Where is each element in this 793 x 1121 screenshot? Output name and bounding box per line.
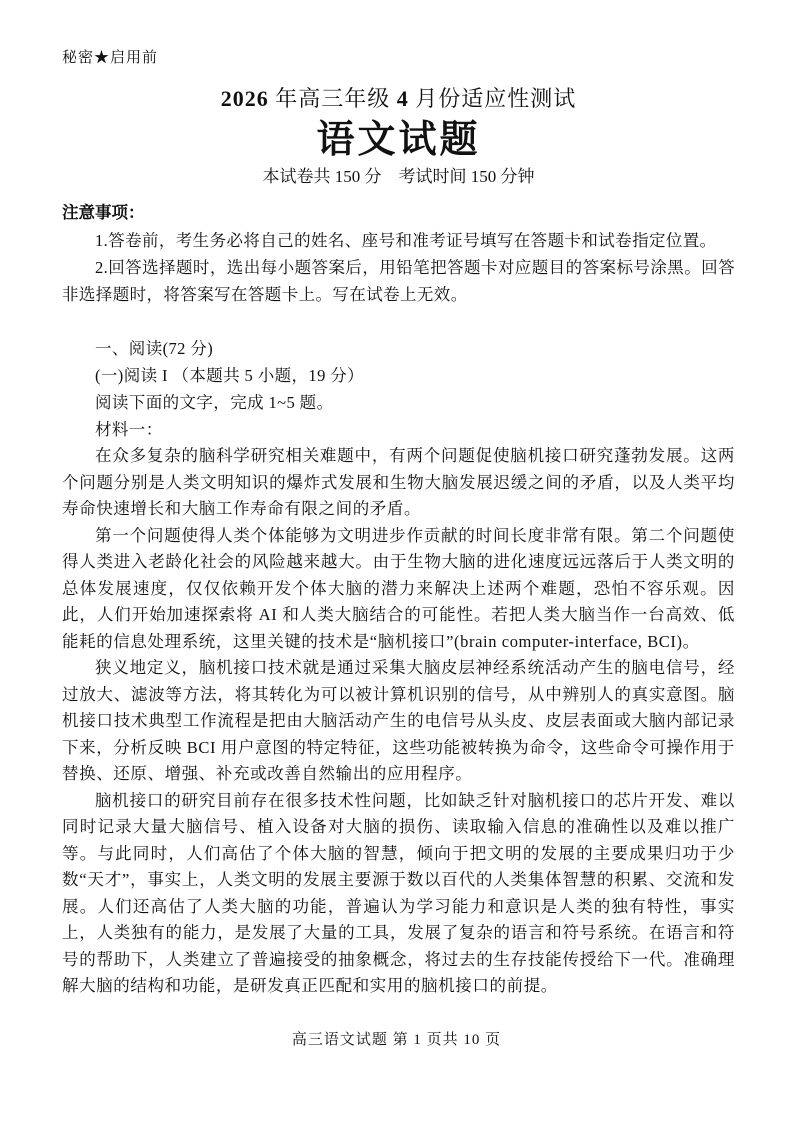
classification-label: 秘密★启用前 <box>62 50 159 66</box>
exam-title-mid: 年高三年级 <box>268 86 397 111</box>
exam-title <box>62 84 735 114</box>
material-paragraph-1: 在众多复杂的脑科学研究相关难题中，有两个问题促使脑机接口研究蓬勃发展。这两个问题分别是人类文明知识的爆炸式发展和生物大脑发展迟缓之间的矛盾，以及人类平均寿命快速增长和大脑工作寿命有限之间的矛盾。 <box>62 446 735 518</box>
material-one-label: 材料一： <box>95 420 163 439</box>
exam-meta: 本试卷共 150 分 考试时间 150 分钟 <box>262 167 535 186</box>
reading-section <box>62 335 735 443</box>
material-paragraph-3: 狭义地定义，脑机接口技术就是通过采集大脑皮层神经系统活动产生的脑电信号，经过放大、滤波等方法，将其转化为可以被计算机识别的信号，从中辨别人的真实意图。脑机接口技术典型工作流程是把由大脑活动产生的电信号从头皮、皮层表面或大脑内部记录下来，分析反映 BCI 用户意图的特定特征，这些功能被转换为命令，这些命令可操作用于替换、还原、增强、补充或改善自然输出的应用程序。 <box>62 658 735 783</box>
section-heading-part-one: 一、阅读(72 分) <box>95 339 214 358</box>
material-paragraph-2: 第一个问题使得人类个体能够为文明进步作贡献的时间长度非常有限。第二个问题使得人类进入老龄化社会的风险越来越大。由于生物大脑的进化速度远远落后于人类文明的总体发展速度，仅仅依赖开发个体大脑的潜力来解决上述两个难题，恐怕不容乐观。因此，人们开始加速探索将 AI 和人类大脑结合的可能性。若把人类大脑当作一台高效、低能耗的信息处理系统，这里关键的技术是“脑机接口”(brain computer-interface, BCI)。 <box>62 525 735 651</box>
material-one-text <box>62 443 735 1000</box>
exam-title-year: 2026 <box>220 86 269 111</box>
section-heading-reading-one: (一)阅读 I （本题共 5 小题，19 分） <box>95 366 365 385</box>
material-paragraph-4: 脑机接口的研究目前存在很多技术性问题，比如缺乏针对脑机接口的芯片开发、难以同时记录大量大脑信号、植入设备对大脑的损伤、读取输入信息的准确性以及难以推广等。与此同时，人们高估了个体大脑的智慧，倾向于把文明的发展的主要成果归功于少数“天才”，事实上，人类文明的发展主要源于数以百代的人类集体智慧的积累、交流和发展。人们还高估了人类大脑的功能，普遍认为学习能力和意识是人类的独有特性，事实上，人类独有的能力，是发展了大量的工具，发展了复杂的语言和符号系统。在语言和符号的帮助下，人类建立了普遍接受的抽象概念，将过去的生存技能传授给下一代。准确理解大脑的结构和功能，是研发真正匹配和实用的脑机接口的前提。 <box>62 790 735 995</box>
page-footer: 高三语文试题 第 1 页共 10 页 <box>291 1032 502 1048</box>
reading-instruction: 阅读下面的文字，完成 1~5 题。 <box>95 393 334 412</box>
notice-item-2: 2.回答选择题时，选出每小题答案后，用铅笔把答题卡对应题目的答案标号涂黑。回答非选择题时，将答案写在答题卡上。写在试卷上无效。 <box>62 258 735 304</box>
exam-title-rest: 月份适应性测试 <box>408 86 577 111</box>
subject-title: 语文试题 <box>316 119 481 161</box>
exam-title-month: 4 <box>396 86 409 111</box>
notice-item-1: 1.答卷前，考生务必将自己的姓名、座号和准考证号填写在答题卡和试卷指定位置。 <box>95 231 717 250</box>
notices-label: 注意事项： <box>62 204 145 222</box>
